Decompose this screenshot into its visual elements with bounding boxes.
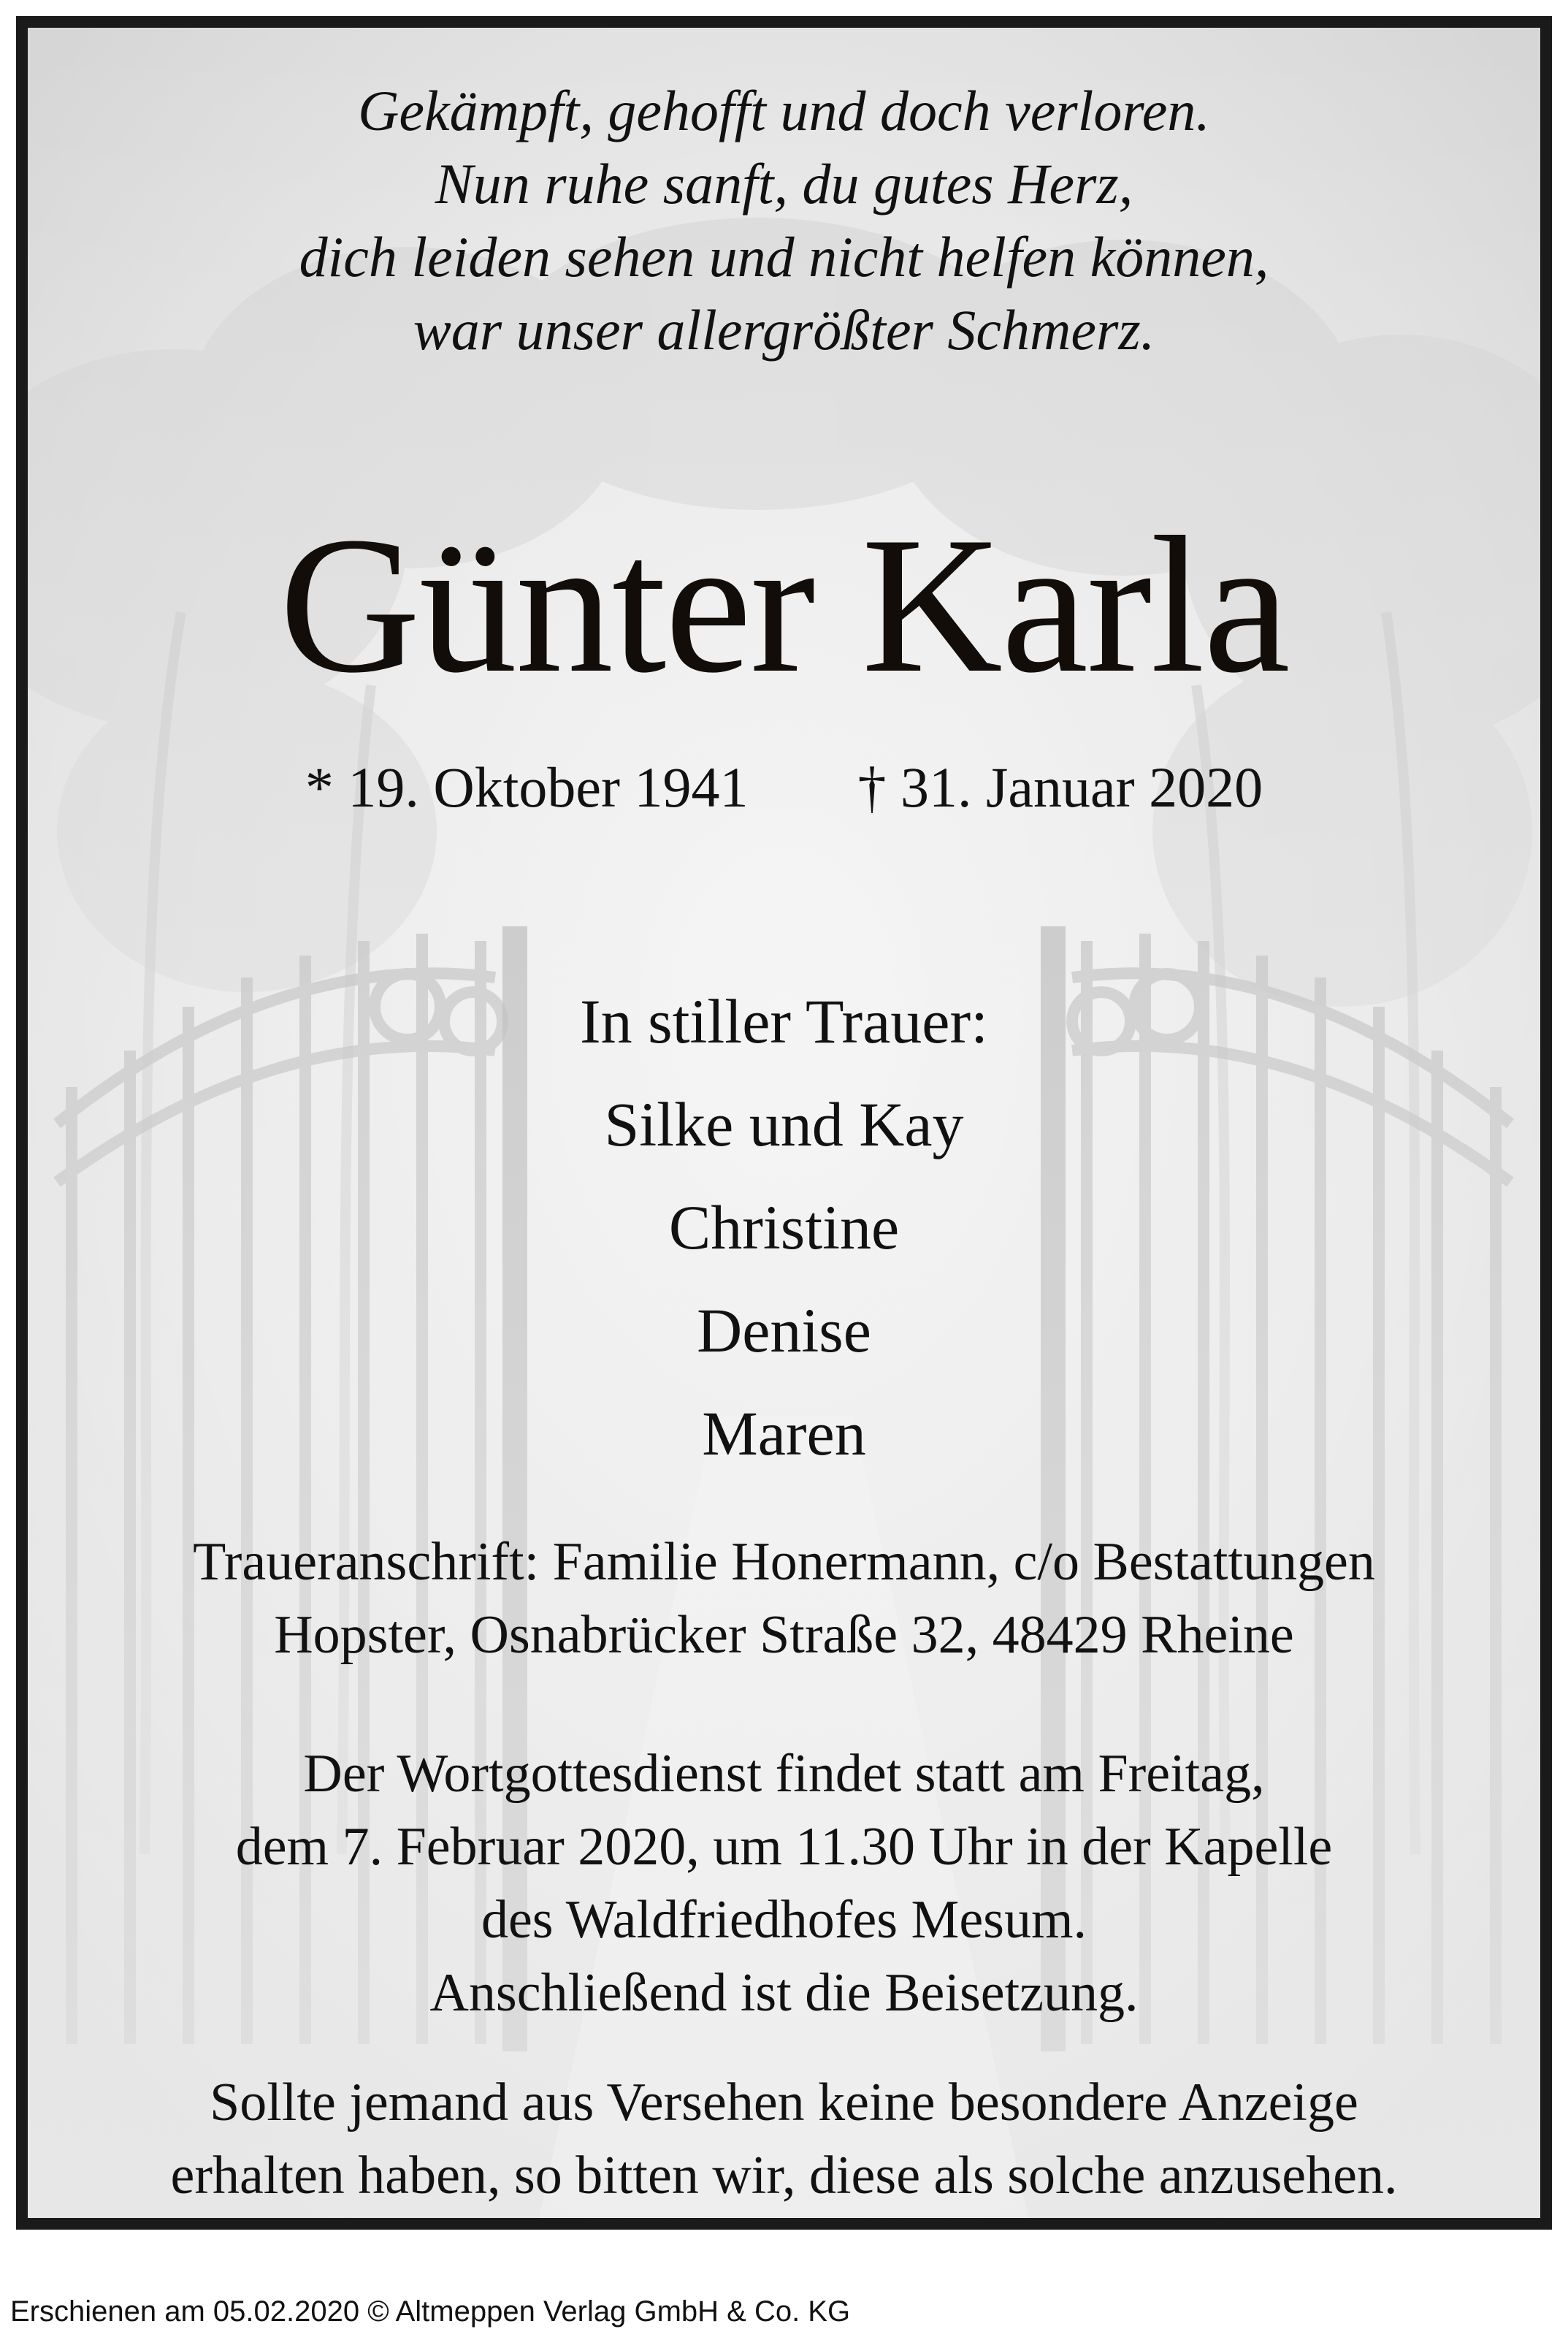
service-line: des Waldfriedhofes Mesum.: [481, 1890, 1087, 1950]
service-line: Anschließend ist die Beisetzung.: [429, 1963, 1139, 2023]
death-date: † 31. Januar 2020: [857, 755, 1263, 819]
obituary-frame: [16, 16, 1552, 2230]
verse-line: dich leiden sehen und nicht helfen können,: [299, 225, 1269, 289]
mourners-heading: In stiller Trauer:: [580, 986, 988, 1056]
mourner-name: Denise: [697, 1295, 871, 1365]
service-line: dem 7. Februar 2020, um 11.30 Uhr in der Kapelle: [235, 1817, 1333, 1877]
mourner-name: Silke und Kay: [604, 1089, 964, 1159]
deceased-name: Günter Karla: [279, 496, 1289, 713]
obituary-content: [28, 28, 1540, 2218]
address-line: Traueranschrift: Familie Honermann, c/o Bestattungen: [193, 1532, 1375, 1592]
note-line: erhalten haben, so bitten wir, diese als solche anzusehen.: [170, 2146, 1398, 2206]
address-line: Hopster, Osnabrücker Straße 32, 48429 Rheine: [274, 1605, 1294, 1665]
verse-line: war unser allergrößter Schmerz.: [413, 298, 1155, 362]
service-line: Der Wortgottesdienst findet statt am Freitag,: [303, 1744, 1265, 1804]
mourner-name: Maren: [702, 1398, 866, 1468]
mourning-address: [28, 1525, 1540, 1672]
mourners-block: [28, 970, 1540, 1485]
mourner-name: Christine: [668, 1192, 900, 1262]
birth-date: * 19. Oktober 1941: [305, 755, 749, 819]
verse-line: Gekämpft, gehofft und doch verloren.: [358, 79, 1210, 142]
life-dates: [28, 751, 1540, 824]
closing-note: [28, 2066, 1540, 2212]
service-information: [28, 1737, 1540, 2029]
publication-footer: Erschienen am 05.02.2020 © Altmeppen Verlag GmbH & Co. KG: [10, 2295, 851, 2328]
note-line: Sollte jemand aus Versehen keine besondere Anzeige: [210, 2073, 1358, 2132]
verse-line: Nun ruhe sanft, du gutes Herz,: [435, 152, 1133, 216]
verse-block: [28, 75, 1540, 367]
